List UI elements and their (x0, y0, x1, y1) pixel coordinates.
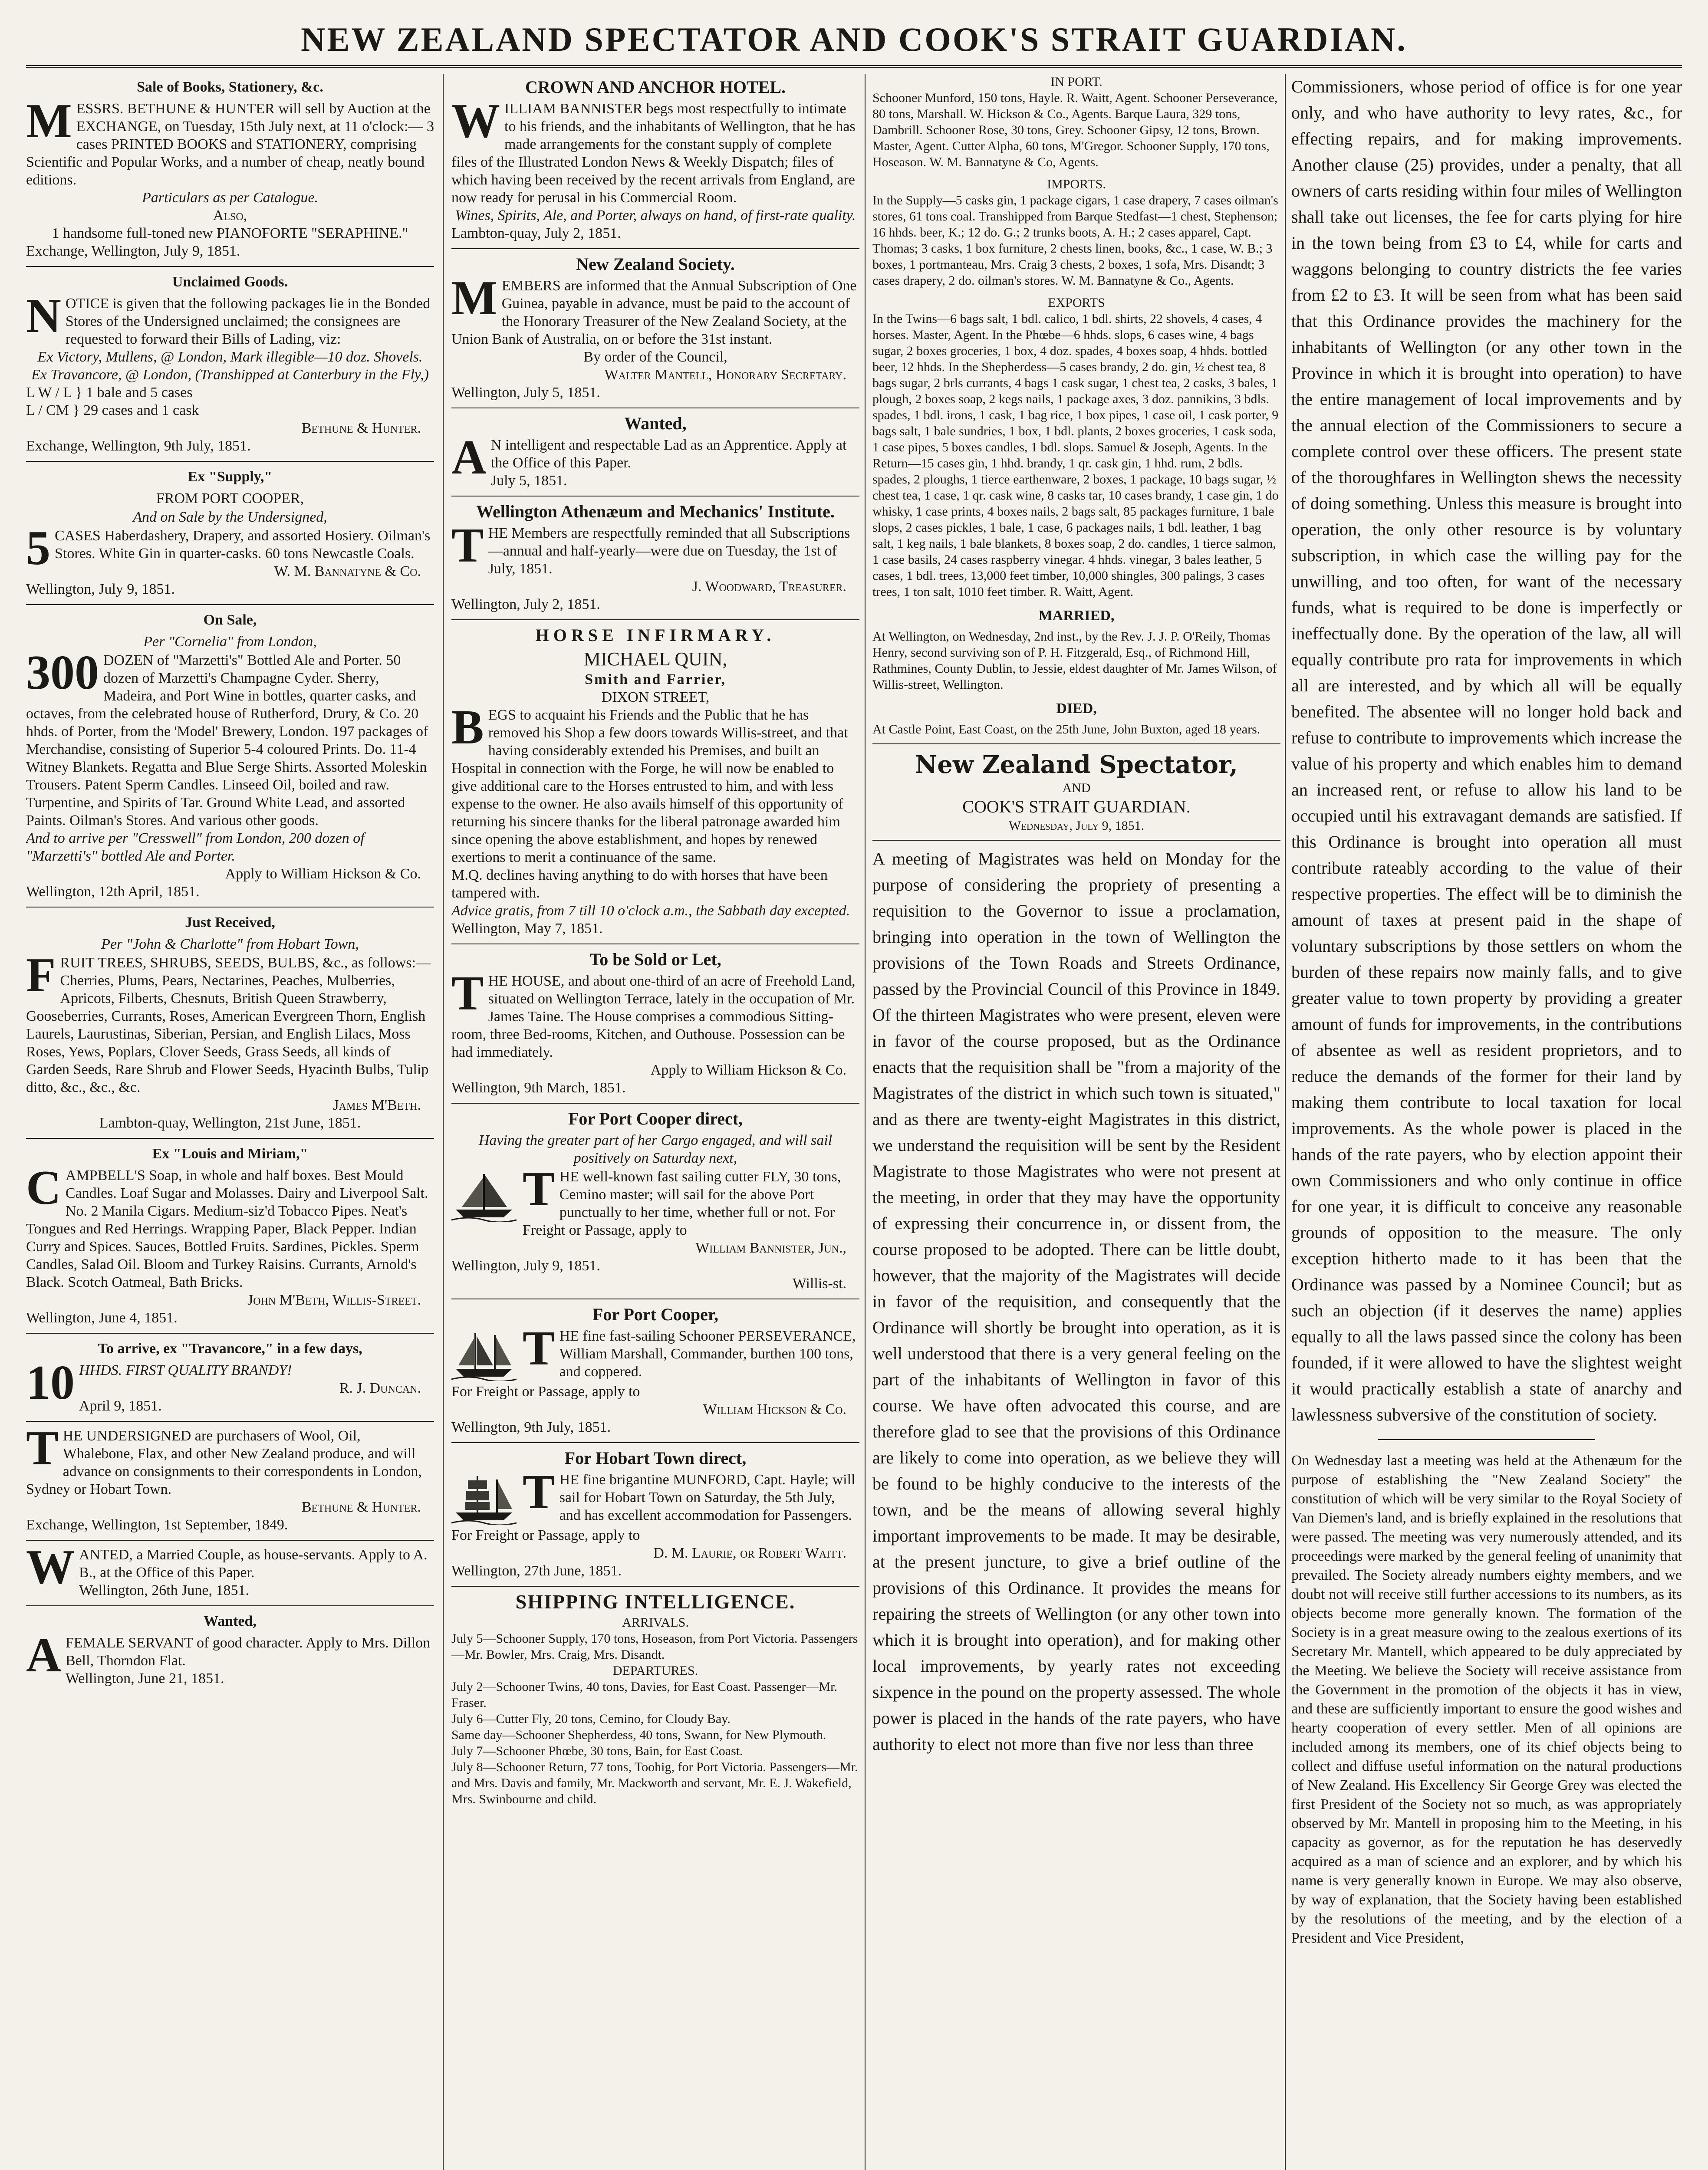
ad-signoff: Wellington, June 21, 1851. (65, 1670, 224, 1687)
ad-note: And to arrive per "Cresswell" from London, 200 dozen of "Marzetti's" bottled Ale and Porter. (26, 830, 365, 864)
ad-louis-miriam (26, 1144, 434, 1327)
separator (872, 743, 1280, 744)
drop-cap: T (451, 967, 484, 1020)
separator (451, 619, 859, 620)
ad-firm: Bethune & Hunter. (301, 420, 421, 436)
column-rule-1 (443, 74, 444, 2170)
section-body: In the Twins—6 bags salt, 1 bdl. calico, 1 bdl. shirts, 22 shovels, 4 cases, 4 horses. Master, Agent. In the Phœbe—6 hhds. slops, 6 cases wine, 4 bags sugar, 2 boxes groceries, 1 box, 4 doz. spades, 4 boxes soap, 4 hhds. bottled beer, 12 hhds. In the Shepherdess—5 cases brandy, 2 do. gin, ½ chest tea, 8 bags sugar, 2 brls currants, 4 bags 1 cask sugar, 1 chest tea, 2 casks, 3 bales, 1 plough, 2 boxes soap, 2 kegs nails, 1 package axes, 3 doz. pannikins, 3 bdls. spades, 1 bdl. irons, 1 cask, 1 bag rice, 1 box pipes, 1 case oil, 1 cask porter, 9 bags salt, 1 bale sundries, 1 box, 1 bdl. plants, 2 boxes groceries, 1 cask soda, 1 case pipes, 5 boxes candles, 1 bdl. slops. Samuel & Joseph, Agents. In the Return—15 cases gin, 1 hhd. brandy, 1 qr. cask gin, 1 hhd. rum, 2 bdls. spades, 2 ploughs, 1 tierce earthenware, 2 boxes, 1 package, 10 bags sugar, ½ chest tea, 1 case, 1 qr. cask wine, 8 casks tar, 10 cases brandy, 1 case gin, 1 do whisky, 1 case prints, 4 boxes nails, 2 bags salt, 85 packages furniture, 1 bale slops, 2 cases pickles, 1 bale, 1 case, 6 packages nails, 1 bdl. leather, 1 bag salt, 1 keg nails, 1 bale blankets, 8 boxes soap, 2 do. candles, 1 tierce salmon, 1 case basils, 24 cases raspberry vinegar. 4 hhds. vinegar, 3 bales leather, 5 cases, 1 bdl. trees, 13,000 feet timber, 10,000 shingles, 300 palings, 3 cases trees, 1 ton salt, 1010 feet timber. R. Waitt, Agent. (872, 312, 1279, 599)
ad-signoff: Exchange, Wellington, July 9, 1851. (26, 243, 240, 259)
ad-signoff: Exchange, Wellington, 1st September, 1849. (26, 1517, 288, 1533)
ad-signoff: Exchange, Wellington, 9th July, 1851. (26, 438, 251, 454)
ad-wanted-couple (26, 1540, 434, 1599)
ad-note: Wines, Spirits, Ale, and Porter, always on hand, of first-rate quality. (455, 207, 856, 224)
ad-signoff: Wellington, July 9, 1851. (26, 581, 175, 597)
ad-heading: Ex "Supply," (188, 469, 273, 485)
ad-signoff: Lambton-quay, Wellington, 21st June, 1851. (99, 1115, 361, 1131)
ad-port-cooper-direct (451, 1109, 859, 1292)
ad-note: Also, (213, 207, 247, 224)
ad-note: L W / L } 1 bale and 5 cases (26, 385, 193, 401)
column-rule-3 (1285, 74, 1286, 2170)
ad-signoff: Wellington, July 5, 1851. (451, 385, 600, 401)
shipping-entry: July 7—Schooner Phœbe, 30 tons, Bain, for East Coast. (451, 1744, 743, 1758)
drop-cap: 10 (26, 1356, 75, 1410)
married-notice (872, 606, 1280, 693)
ad-signoff: Wellington, July 2, 1851. (451, 596, 600, 612)
ad-heading: Wanted, (204, 1613, 257, 1629)
ad-body: HE HOUSE, and about one-third of an acre of Freehold Land, situated on Wellington Terrace, lately in the occupation of Mr. James Taine. The House comprises a commodious Sitting-room, three Bed-rooms, Kitchen, and Outhouse. Possession can be had immediately. (451, 973, 856, 1060)
drop-cap: 5 (26, 521, 50, 575)
ad-signoff: Wellington, 26th June, 1851. (79, 1582, 250, 1598)
ad-firm: John M'Beth, Willis-Street. (247, 1292, 421, 1308)
ad-body: HE UNDERSIGNED are purchasers of Wool, Oil, Whalebone, Flax, and other New Zealand produce, and will advance on consignments to their correspondents in London, Sydney or Hobart Town. (26, 1428, 422, 1497)
section-subheading: MARRIED, (1038, 608, 1115, 624)
ad-body: OTICE is given that the following packages lie in the Bonded Stores of the Undersigned unclaimed; the consignees are requested to forward their Bills of Lading, viz: (65, 296, 431, 347)
separator (26, 461, 434, 462)
ad-heading: To arrive, ex "Travancore," in a few days, (98, 1341, 362, 1357)
separator (26, 266, 434, 267)
ad-signoff: Wellington, 12th April, 1851. (26, 884, 200, 900)
ad-subheading: And on Sale by the Undersigned, (133, 509, 327, 525)
ad-body: HE well-known fast sailing cutter FLY, 30 tons, Cemino master; will sail for the above Port punctually to her time, whether full or not. For Freight or Passage, apply to (523, 1169, 841, 1238)
ad-heading: CROWN AND ANCHOR HOTEL. (525, 77, 786, 97)
editorial-gothic-title: New Zealand Spectator, (915, 750, 1238, 779)
column-1 (26, 74, 434, 2170)
ad-nz-society (451, 254, 859, 401)
ad-body: ILLIAM BANNISTER begs most respectfully to intimate to his friends, and the inhabitants of Wellington, that he has made arrangements for the constant supply of complete files of the Illustrated London News & Weekly Dispatch; files of which having been received by the recent arrivals from England, are now ready for perusal in his Commercial Room. (451, 101, 856, 206)
ad-firm: Apply to William Hickson & Co. (225, 866, 421, 882)
drop-cap: A (451, 431, 487, 484)
ad-note: For Freight or Passage, apply to (451, 1384, 640, 1400)
drop-cap: C (26, 1161, 61, 1215)
ad-crown-anchor (451, 77, 859, 242)
ad-signoff: Wellington, 9th July, 1851. (451, 1419, 611, 1435)
separator (872, 840, 1280, 841)
column-2 (451, 74, 859, 2170)
ad-sold-let (451, 950, 859, 1097)
section-subheading: DEPARTURES. (612, 1664, 698, 1678)
ad-firm: James M'Beth. (333, 1097, 421, 1113)
ad-travancore (26, 1339, 434, 1415)
ad-subheading: Smith and Farrier, (585, 671, 726, 687)
ad-signoff: Wellington, 9th March, 1851. (451, 1080, 626, 1096)
ad-signoff: Wellington, 27th June, 1851. (451, 1563, 622, 1579)
ad-subheading: Per "John & Charlotte" from Hobart Town, (101, 936, 359, 952)
drop-cap: T (523, 1465, 555, 1519)
separator (451, 1103, 859, 1104)
ad-firm: Bethune & Hunter. (301, 1499, 421, 1515)
section-subheading: ARRIVALS. (622, 1615, 689, 1630)
section-body: Schooner Munford, 150 tons, Hayle. R. Waitt, Agent. Schooner Perseverance, 80 tons, Marshall. W. Hickson & Co., Agents. Barque Laura, 329 tons, Dambrill. Schooner Rose, 30 tons, Grey. Schooner Gipsy, 12 tons, Brown. Master, Agent. Cutter Alpha, 60 tons, M'Gregor. Schooner Supply, 170 tons, Hoseason. W. M. Bannatyne & Co, Agents. (872, 91, 1278, 169)
section-body: At Castle Point, East Coast, on the 25th June, John Buxton, aged 18 years. (872, 722, 1260, 736)
section-subheading: IN PORT. (1050, 75, 1102, 89)
section-body: In the Supply—5 casks gin, 1 package cigars, 1 case drapery, 7 cases oilman's stores, 61 tons coal. Transhipped from Barque Stedfast—1 chest, Stephenson; 16 hhds. beer, K.; 12 do. G.; 2 trunks boots, A. H.; 2 cases apparel, Capt. Thomas; 3 casks, 1 box furniture, 2 chests linen, books, &c., 1 case, W. B.; 3 boxes, 1 portmanteau, Mrs. Craig 3 chests, 2 boxes, 1 sofa, Mrs. Disandt; 3 cases drapery, 2 do. oilman's stores. W. M. Bannatyne & Co., Agents. (872, 193, 1278, 288)
drop-cap: M (26, 94, 72, 148)
ad-ex-supply (26, 467, 434, 598)
ship-icon (451, 1170, 517, 1222)
drop-cap: M (451, 271, 497, 325)
ad-note: M.Q. declines having anything to do with horses that have been tampered with. (451, 867, 828, 901)
section-body: At Wellington, on Wednesday, 2nd inst., by the Rev. J. J. P. O'Reily, Thomas Henry, second surviving son of P. H. Fitzgerald, Esq., of Richmond Hill, Rathmines, County Dublin, to Jessie, eldest daughter of Mr. James Wilson, of Willis-street, Wellington. (872, 629, 1277, 692)
drop-cap: N (26, 289, 61, 343)
masthead: NEW ZEALAND SPECTATOR AND COOK'S STRAIT GUARDIAN. (301, 20, 1407, 58)
ad-signoff: July 5, 1851. (490, 473, 567, 489)
ad-firm: Walter Mantell, Honorary Secretary. (604, 367, 846, 383)
ad-body: FEMALE SERVANT of good character. Apply to Mrs. Dillon Bell, Thorndon Flat. (65, 1635, 431, 1669)
separator (26, 1605, 434, 1606)
ad-signoff: April 9, 1851. (79, 1398, 162, 1414)
editorial-title (872, 750, 1280, 834)
separator (451, 1442, 859, 1443)
ship-icon (451, 1329, 517, 1381)
editorial-date: Wednesday, July 9, 1851. (1008, 819, 1145, 833)
ad-heading: HORSE INFIRMARY. (535, 625, 776, 645)
editorial-and: AND (1062, 781, 1091, 795)
separator (26, 1540, 434, 1541)
drop-cap: T (451, 519, 484, 572)
section-heading: SHIPPING INTELLIGENCE. (515, 1591, 796, 1613)
drop-cap: W (26, 1540, 75, 1594)
ad-heading: For Port Cooper, (592, 1305, 718, 1324)
ad-note: Ex Travancore, @ London, (Transhipped at Canterbury in the Fly,) (31, 367, 429, 383)
ad-body: RUIT TREES, SHRUBS, SEEDS, BULBS, &c., as follows:— Cherries, Plums, Pears, Nectarines, Peaches, Mulberries, Apricots, Filberts, Chesnuts, British Queen Strawberry, Gooseberries, Currants, Roses, American Evergreen Thorn, English Laurels, Laurustinas, Siberian, Persian, and English Lilacs, Moss Roses, Yews, Poplars, Clover Seeds, Grass Seeds, all kinds of Garden Seeds, Rare Shrub and Flower Seeds, Hyacinth Bulbs, Tulip ditto, &c., &c., &c. (26, 955, 431, 1095)
ad-wanted-servant (26, 1611, 434, 1687)
ad-body: HE Members are respectfully reminded that all Subscriptions—annual and half-yearly—were due on Tuesday, the 1st of July, 1851. (488, 525, 850, 577)
editorial-article: A meeting of Magistrates was held on Monday for the purpose of considering the propriety of presenting a requisition to the Governor to issue a proclamation, bringing into operation in the town of Wellington the provisions of the Town Roads and Streets Ordinance, passed by the Provincial Council of this Province in 1849. Of the thirteen Magistrates who were present, eleven were in favor of the course proposed, but as the Ordinance enacts that the requisition shall be "from a majority of the Magistrates of the district in which such town is situated," and as there are twenty-eight Magistrates in this district, we understand the requisition will be sent by the Resident Magistrate to those Magistrates who were not present at the meeting, in order that they may have the opportunity of expressing their concurrence in, or dissent from, the course proposed to be adopted. There can be little doubt, however, that the majority of the Magistrates will decide in favor of the requisition, and consequently that the Ordinance will shortly be brought into operation, as it is well understood that there is a very general feeling on the part of the inhabitants of Wellington in favor of this course. We have often advocated this course, and are therefore glad to see that the provisions of this Ordinance are likely to come into operation, as we believe they will be found to be highly conducive to the interests of the town, and be the means of allowing several highly important improvements to be made. It may be desirable, at the present juncture, to give a brief outline of the provisions of this Ordinance. It provides the means for repairing the streets of Wellington (or any other town into which it is brought into operation), and for making other local improvements, by yearly rates not exceeding sixpence in the pound on the property assessed. The whole power is placed in the hands of the rate payers, who have authority to elect not more than five nor less than three (872, 849, 1280, 1754)
drop-cap: W (451, 94, 500, 148)
ad-signoff: Wellington, May 7, 1851. (451, 921, 603, 937)
ad-body: EMBERS are informed that the Annual Subscription of One Guinea, payable in advance, must be paid to the account of the Honorary Treasurer of the New Zealand Society, at the Union Bank of Australia, on or before the 31st instant. (451, 278, 857, 347)
ad-subheading: MICHAEL QUIN, (583, 648, 727, 670)
ad-heading: Wanted, (624, 414, 687, 433)
ad-undersigned (26, 1421, 434, 1534)
drop-cap: B (451, 700, 484, 754)
ad-note: Ex Victory, Mullens, @ London, Mark illegible—10 doz. Shovels. (37, 349, 423, 365)
ad-body: HE fine brigantine MUNFORD, Capt. Hayle; will sail for Hobart Town on Saturday, the 5th July, and has excellent accommodation for Passengers. (559, 1472, 856, 1523)
ad-body: AMPBELL'S Soap, in whole and half boxes. Best Mould Candles. Loaf Sugar and Molasses. Dairy and Liverpool Salt. No. 2 Manila Cigars. Medium-siz'd Tobacco Pipes. Neat's Tongues and Red Herrings. Wrapping Paper, Black Pepper. Indian Curry and Spices. Sauces, Bottled Fruits. Sardines, Pickles. Sperm Candles, Salad Oil. Bloom and Turkey Raisins. Currants, Arnold's Black. Scotch Oatmeal, Bath Bricks. (26, 1167, 428, 1290)
drop-cap: A (26, 1628, 61, 1682)
separator (26, 604, 434, 605)
ad-note: Advice gratis, from 7 till 10 o'clock a.m., the Sabbath day excepted. (451, 903, 850, 919)
drop-cap: 300 (26, 646, 99, 700)
imports (872, 176, 1280, 289)
ad-athenaeum (451, 502, 859, 613)
ad-body: ESSRS. BETHUNE & HUNTER will sell by Auction at the EXCHANGE, on Tuesday, 15th July next, at 11 o'clock:— 3 cases PRINTED BOOKS and STATIONERY, comprising Scientific and Popular Works, and a number of cheap, neatly bound editions. (26, 101, 434, 188)
ad-heading: Ex "Louis and Miriam," (152, 1146, 308, 1162)
ad-note: Particulars as per Catalogue. (142, 190, 319, 206)
editorial-society-article: On Wednesday last a meeting was held at the Athenæum for the purpose of establishing the "New Zealand Society" the constitution of which will be very similar to the Royal Society of Van Diemen's land, and is briefly explained in the resolutions that were passed. The meeting was very numerously attended, and its proceedings were marked by the general feeling of unanimity that prevailed. The Society already numbers eighty members, and we doubt not will receive still further accessions to its numbers, as its objects become more generally known. The formation of the Society is in a great measure owing to the zealous exertions of its Secretary Mr. Mantell, which appeared to be duly appreciated by the Meeting. We believe the Society will receive assistance from the Government in the promotion of the objects it has in view, and these are sufficiently important to ensure the good wishes and hearty cooperation of every settler. Men of all opinions are included among its members, one of its chief objects being to collect and diffuse useful information on the natural productions of New Zealand. His Excellency Sir George Grey was elected the first President of the Society not so much, as was appropriately observed by Mr. Mantell in proposing him to the Meeting, in his capacity as governor, as for the reputation he has deservedly acquired as a man of science and an explorer, and by which his name is very generally known in Europe. We may also observe, by way of explanation, that the Society having been established by the resolutions of the meeting, and by the election of a President and Vice President, (1291, 1453, 1682, 1946)
shipping-entry: July 8—Schooner Return, 77 tons, Toohig, for Port Victoria. Passengers—Mr. and Mrs. Davis and family, Mr. Mackworth and servant, Mr. E. J. Wakefield, Mrs. Swinbourne and child. (451, 1760, 858, 1806)
ad-heading: For Port Cooper direct, (568, 1109, 743, 1128)
column-rule-2 (865, 74, 866, 2170)
shipping-entry: July 5—Schooner Supply, 170 tons, Hoseason, from Port Victoria. Passengers—Mr. Bowler, Mrs. Craig, Mrs. Disandt. (451, 1631, 858, 1662)
ad-body: EGS to acquaint his Friends and the Public that he has removed his Shop a few doors towards Willis-street, and that having considerably extended his Premises, and built an Hospital in connection with the Forge, he will now be enabled to give additional care to the Horses entrusted to him, and with less expense to the owner. He also avails himself of this opportunity of returning his sincere thanks for the liberal patronage awarded him since opening the above establishment, and hopes by renewed exertions to merit a continuance of the same. (451, 707, 848, 865)
column-3 (872, 74, 1280, 2170)
ad-firm: Apply to William Hickson & Co. (650, 1062, 846, 1078)
shipping-entry: July 2—Schooner Twins, 40 tons, Davies, for East Coast. Passenger—Mr. Fraser. (451, 1680, 837, 1710)
ad-heading: Just Received, (185, 914, 275, 930)
ad-subheading: Per "Cornelia" from London, (143, 634, 317, 650)
ad-note: L / CM } 29 cases and 1 cask (26, 402, 199, 418)
ad-heading: New Zealand Society. (576, 254, 735, 274)
drop-cap: F (26, 948, 56, 1002)
ad-unclaimed-goods (26, 272, 434, 455)
ad-heading: Unclaimed Goods. (172, 274, 288, 290)
exports (872, 295, 1280, 600)
section-subheading: DIED, (1056, 700, 1097, 717)
masthead-rule (26, 65, 1682, 68)
ad-just-received (26, 913, 434, 1132)
drop-cap: T (523, 1322, 555, 1375)
ad-signoff: Willis-st. (792, 1276, 846, 1292)
section-subheading: EXPORTS (1048, 296, 1105, 310)
ad-wanted-lad (451, 414, 859, 490)
ad-body: N intelligent and respectable Lad as an Apprentice. Apply at the Office of this Paper. (490, 437, 847, 471)
died-notice (872, 699, 1280, 737)
in-port (872, 74, 1280, 170)
shipping-entry: July 6—Cutter Fly, 20 tons, Cemino, for Cloudy Bay. (451, 1712, 731, 1726)
ad-note: By order of the Council, (583, 349, 727, 365)
ad-body: ANTED, a Married Couple, as house-servants. Apply to A. B., at the Office of this Paper. (79, 1547, 428, 1581)
ad-port-cooper (451, 1305, 859, 1436)
ad-sale-books (26, 77, 434, 260)
column-4 (1291, 74, 1682, 2170)
separator (1378, 1439, 1595, 1440)
ad-heading: On Sale, (203, 612, 257, 628)
ad-body: DOZEN of "Marzetti's" Bottled Ale and Porter. 50 dozen of Marzetti's Champagne Cyder. Sherry, Madeira, and Port Wine in bottles, quarter casks, and octaves, from the celebrated house of Rutherford, Drury, & Co. 20 hhds. of Porter, from the 'Model' Brewery, London. 197 packages of Merchandise, consisting of Superior 5-4 coloured Prints. Do. 11-4 Witney Blankets. Regatta and Blue Serge Shirts. Assorted Moleskin Trousers. Patent Sperm Candles. Linseed Oil, boiled and raw. Turpentine, and Spirits of Tar. Ground White Lead, and assorted Paints. Oilman's Stores. And various other goods. (26, 652, 428, 829)
ad-firm: William Hickson & Co. (703, 1401, 846, 1417)
ad-firm: W. M. Bannatyne & Co. (274, 563, 421, 579)
ad-subheading: DIXON STREET, (601, 689, 710, 705)
editorial-article-continued: Commissioners, whose period of office is for one year only, and who have authority to levy rates, &c., for effecting repairs, and for making improvements. Another clause (25) provides, under a penalty, that all owners of carts residing within four miles of Wellington shall take out licenses, the fee for carts plying for hire in the town being from £3 to £4, while for carts and waggons belonging to country districts the fee varies from £2 to £3. It will be seen from what has been said that this Ordinance provides the machinery for the inhabitants of Wellington (or any other town in the Province in which it is brought into operation) to have the entire management of local improvements and by the annual election of the Commissioners to secure a complete control over these officers. The present state of the thoroughfares in Wellington shews the necessity of doing something. Unless this measure is brought into operation, the only other resource is by voluntary subscription, in which case the willing pay for the unwilling, and too often, for want of the necessary funds, what is required to be done is imperfectly or ineffectually done. By the operation of the law, all will equally contribute pro rata for improvements in which all are interested, and by which all will be equally benefited. The absentee will no longer hold back and refuse to contribute to improvements which increase the value of his property and which enables him to demand an increased rent, or refuse to allow his land to be occupied until his extravagant demands are satisfied. If this Ordinance is brought into operation all must contribute rateably according to the value of their respective properties. The effect will be to diminish the amount of taxes at present paid in the shape of voluntary subscriptions by those settlers on whom the burden of these repairs now mainly falls, and to give greater value to town property by providing a greater amount of funds for improvements, in the contributions of absentee as well as resident proprietors, and to reduce the demands of the former for their land by making them contribute to local taxation for local improvements. As the whole power is placed in the hands of the rate payers, who by election appoint their own Commissioners and who only continue in office for one year, it is difficult to conceive any reasonable grounds of opposition to the measure. The only exception hitherto made to it has been that the Ordinance was passed by a Nominee Council; but as such an objection (if it deserves the name) applies equally to all the laws passed since the colony has been founded, if it were allowed to have the slightest weight it would practically establish a state of anarchy and lawlessness subversive of the constitution of society. (1291, 77, 1682, 1424)
ad-heading: To be Sold or Let, (589, 950, 721, 969)
ad-firm: D. M. Laurie, or Robert Waitt. (653, 1545, 846, 1561)
drop-cap: T (26, 1421, 59, 1475)
ad-note: 1 handsome full-toned new PIANOFORTE "SERAPHINE." (52, 225, 408, 241)
ad-signoff: Wellington, June 4, 1851. (26, 1310, 178, 1326)
ad-subheading: Having the greater part of her Cargo engaged, and will sail positively on Saturday next, (478, 1132, 833, 1166)
ad-firm: J. Woodward, Treasurer. (692, 579, 846, 595)
shipping-intelligence (451, 1592, 859, 1807)
ad-firm: William Bannister, Jun., (695, 1240, 846, 1256)
ad-body: HHDS. FIRST QUALITY BRANDY! (79, 1362, 292, 1378)
ad-heading: For Hobart Town direct, (564, 1448, 747, 1468)
ship-icon (451, 1473, 517, 1525)
ad-signoff: Lambton-quay, July 2, 1851. (451, 225, 621, 241)
separator (26, 1333, 434, 1334)
ad-heading: Sale of Books, Stationery, &c. (137, 79, 323, 95)
ad-horse-infirmary (451, 625, 859, 937)
separator (451, 248, 859, 249)
ad-body: HE fine fast-sailing Schooner PERSEVERANCE, William Marshall, Commander, burthen 100 tons, and coppered. (559, 1328, 856, 1380)
separator (451, 1586, 859, 1587)
section-subheading: IMPORTS. (1047, 177, 1106, 191)
ad-heading: Wellington Athenæum and Mechanics' Institute. (476, 502, 835, 521)
ad-body: CASES Haberdashery, Drapery, and assorted Hosiery. Oilman's Stores. White Gin in quarter-casks. 60 tons Newcastle Coals. (55, 528, 431, 562)
ad-signoff: Wellington, July 9, 1851. (451, 1258, 600, 1274)
ad-firm: R. J. Duncan. (339, 1380, 421, 1396)
shipping-entry: Same day—Schooner Shepherdess, 40 tons, Swann, for New Plymouth. (451, 1728, 826, 1742)
ad-subheading: FROM PORT COOPER, (156, 490, 304, 506)
drop-cap: T (523, 1162, 555, 1216)
ad-on-sale (26, 610, 434, 901)
ad-hobart-town (451, 1448, 859, 1580)
separator (26, 1138, 434, 1139)
editorial-subtitle: COOK'S STRAIT GUARDIAN. (962, 797, 1191, 816)
ad-note: For Freight or Passage, apply to (451, 1527, 640, 1543)
separator (26, 1421, 434, 1422)
